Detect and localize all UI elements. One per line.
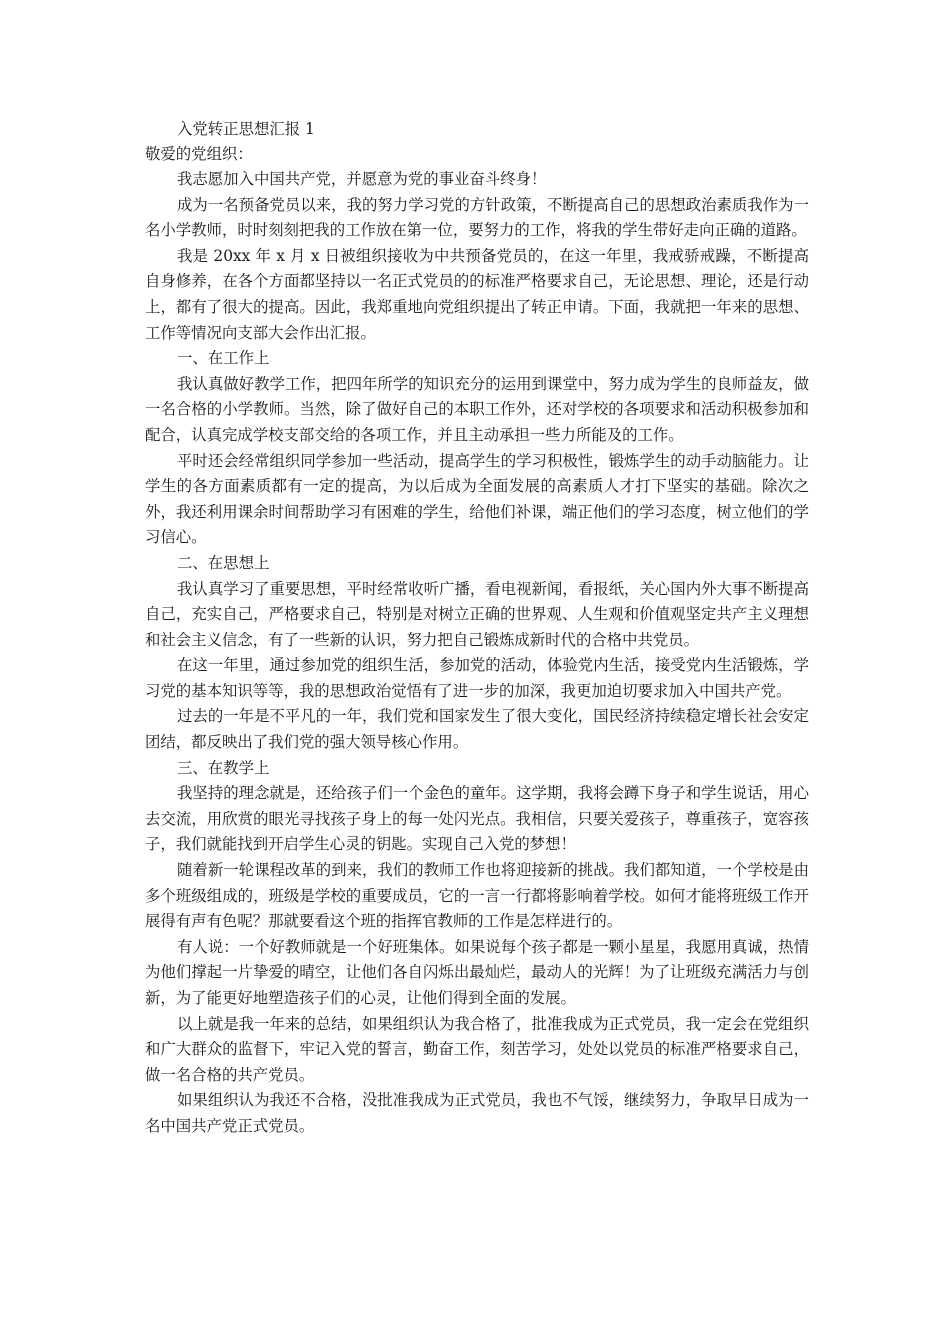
salutation: 敬爱的党组织： [145,145,253,163]
paragraph-closing: 如果组织认为我还不合格，没批准我成为正式党员，我也不气馁，继续努力，争取早日成为一名中国共产党正式党员。 [145,1091,809,1135]
paragraph-teaching-1: 我坚持的理念就是，还给孩子们一个金色的童年。这学期，我将会蹲下身子和学生说话，用心去交流，用欣赏的眼光寻找孩子身上的每一处闪光点。我相信，只要关爱孩子，尊重孩子，宽容孩子，我们就能找到开启学生心灵的钥匙。实现自己入党的梦想！ [145,784,809,854]
paragraph-work-1: 我认真做好教学工作，把四年所学的知识充分的运用到课堂中，努力成为学生的良师益友，做一名合格的小学教师。当然，除了做好自己的本职工作外，还对学校的各项要求和活动积极参加和配合，认真完成学校支部交给的各项工作，并且主动承担一些力所能及的工作。 [145,374,809,444]
paragraph-pledge: 我志愿加入中国共产党，并愿意为党的事业奋斗终身！ [177,170,547,188]
paragraph-background: 我是 20xx 年 x 月 x 日被组织接收为中共预备党员的，在这一年里，我戒骄戒躁，不断提高自身修养，在各个方面都坚持以一名正式党员的的标准严格要求自己，无论思想、理论，还是行动上，都有了很大的提高。因此，我郑重地向党组织提出了转正申请。下面，我就把一年来的思想、工作等情况向支部大会作出汇报。 [145,246,809,342]
paragraph-thought-3: 过去的一年是不平凡的一年，我们党和国家发生了很大变化，国民经济持续稳定增长社会安定团结，都反映出了我们党的强大领导核心作用。 [145,707,809,752]
paragraph-thought-2: 在这一年里，通过参加党的组织生活，参加党的活动，体验党内生活，接受党内生活锻炼，学习党的基本知识等等，我的思想政治觉悟有了进一步的加深，我更加迫切要求加入中国共产党。 [145,656,809,700]
paragraph-intro: 成为一名预备党员以来，我的努力学习党的方针政策，不断提高自己的思想政治素质我作为一名小学教师，时时刻刻把我的工作放在第一位，要努力的工作，将我的学生带好走向正确的道路。 [145,195,809,240]
section-heading-work: 一、在工作上 [177,349,270,368]
paragraph-work-2: 平时还会经常组织同学参加一些活动，提高学生的学习积极性，锻炼学生的动手动脑能力。让学生的各方面素质都有一定的提高，为以后成为全面发展的高素质人才打下坚实的基础。除次之外，我还利用课余时间帮助学习有困难的学生，给他们补课，端正他们的学习态度，树立他们的学习信心。 [145,451,809,547]
paragraph-teaching-3: 有人说：一个好教师就是一个好班集体。如果说每个孩子都是一颗小星星，我愿用真诚，热情为他们撑起一片挚爱的晴空，让他们各自闪烁出最灿烂，最动人的光辉！为了让班级充满活力与创新，为了能更好地塑造孩子们的心灵，让他们得到全面的发展。 [145,937,809,1007]
section-heading-teaching: 三、在教学上 [177,758,270,777]
paragraph-thought-1: 我认真学习了重要思想，平时经常收听广播，看电视新闻，看报纸，关心国内外大事不断提高自己，充实自己，严格要求自己，特别是对树立正确的世界观、人生观和价值观坚定共产主义理想和社会主义信念，有了一些新的认识，努力把自己锻炼成新时代的合格中共党员。 [145,579,809,649]
section-heading-thought: 二、在思想上 [177,553,270,572]
paragraph-teaching-2: 随着新一轮课程改革的到来，我们的教师工作也将迎接新的挑战。我们都知道，一个学校是由多个班级组成的，班级是学校的重要成员，它的一言一行都将影响着学校。如何才能将班级工作开展得有声有色呢？那就要看这个班的指挥官教师的工作是怎样进行的。 [145,861,809,931]
paragraph-summary: 以上就是我一年来的总结，如果组织认为我合格了，批准我成为正式党员，我一定会在党组织和广大群众的监督下，牢记入党的誓言，勤奋工作，刻苦学习，处处以党员的标准严格要求自己，做一名合格的共产党员。 [145,1014,809,1084]
document-title: 入党转正思想汇报 1 [177,120,315,138]
document-page [145,117,809,1140]
